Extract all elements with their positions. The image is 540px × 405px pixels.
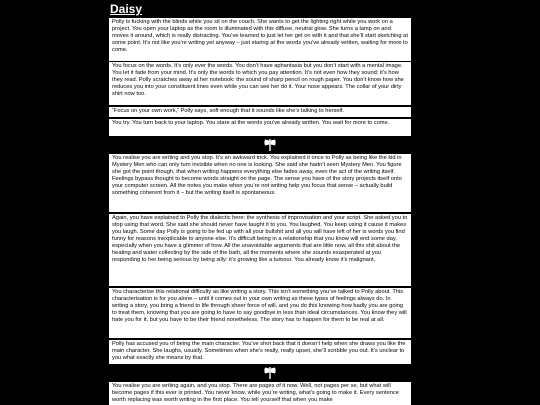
paragraph: Polly has accused you of being the main character. You’ve shot back that it doesn’t help when she draws you like the main character. She laughs, usually. Sometimes when she’s really, really upset, she’ll scribble you out. It’s unclear to you what exactly she means by that.: [112, 341, 406, 362]
paragraph: “Focus on your own work,” Polly says, soft enough that it sounds like she’s talking to herself.: [112, 108, 344, 114]
paragraph: You realise you are writing and you stop. It’s an awkward trick. You explained it once to Polly as being like the kid in Mystery Men who can only turn invisible when no one is looking. She said she hadn’t seen Mystery Men. You figure she got the point though, that when writing happens everything else fades away, even the act of the writing itself. Feelings bypass thought to become words straight on the page. The sense you have of the story projects itself onto your computer screen. All the notes you make when you’re not writing help you focus that sense – actually build something coherent from it – but the writing itself is spontaneous.: [112, 155, 402, 197]
text-block-9: [109, 382, 411, 405]
text-block-6: [109, 214, 411, 286]
text-block-3: [109, 107, 411, 117]
paragraph: Again, you have explained to Polly the dialectic here: the synthesis of improvisation and your script. She asked you to stop using that word. She said she should never have taught it to you. You laughed. You keep using it cause it makes you laugh. Some day Polly is going to be fed up with all your bullshit and all you will have left of her is words you find funny for reasons inexplicable to anyone else. It’s difficult being in a relationship that you know will end some day, especially when you have a glimmer of how. All the unavoidable arguments that are little now, all this shit about the heating and water collecting by the side of the bath, all the moments where she sounds exasperated at you responding to her being serious by being silly: it’s growing like a tumour. You already know it’s malignant.: [112, 215, 408, 264]
text-block-7: [109, 288, 411, 338]
text-block-1: [109, 18, 411, 61]
text-block-2: [109, 62, 411, 105]
paragraph: Polly is fucking with the blinds while you sit on the couch. She wants to get the lighting right while you work on a project. You open your laptop as the room is illuminated with this diffuse, neutral glow. She turns a lamp on and moves it around, which is really distracting. You’ve learned to just let her get on with it and that she’ll start sketching at some point. It’s not like you’re writing yet anyway – just staring at the words you’ve already written, waiting for more to come.: [112, 19, 408, 54]
text-block-8: [109, 340, 411, 364]
axe-separator-icon: [263, 366, 277, 380]
paragraph: You focus on the words. It’s only ever the words. You don’t have aphantasia but you don’t start with a mental image. You let it fade from your mind. It’s only the words to which you pay attention. It’s not even how they sound; it’s how they read. Polly scratches away at her notebook: the sound of sharp pencil on rough paper. You don’t know how she reduces you into your constituent lines even while you can see her do it. Your nose appears. The collar of your dirty shirt now too.: [112, 63, 404, 98]
text-block-5: [109, 154, 411, 212]
paragraph: You characterise this relational difficulty as like writing a story. This isn’t something you’ve talked to Polly about. This characterisation is for you alone – until it comes out in your own writing as these types of feelings always do. In writing a story, you bring a friend to life through sheer force of will, and you do this knowing how badly you are going to treat them, knowing that you are going to have to say goodbye in less than ideal circumstances. You know they will hate you for it, but you have to be their friend nonetheless. The story has to happen for them to be real at all.: [112, 289, 407, 324]
text-block-4: [109, 119, 411, 136]
paragraph: You try. You turn back to your laptop. You stare at the words you’ve already written. You wait for more to come.: [112, 120, 390, 126]
axe-separator-icon: [263, 138, 277, 152]
paragraph: You realise you are writing again, and you stop. There are pages of it now. Well, not pages per se, but what will become pages if this ever is printed. You never know, while you’re writing, what’s going to make it. Every sentence worth replacing was worth writing in the first place. You tell yourself that when you make: [112, 383, 399, 404]
story-title: Daisy: [110, 2, 143, 16]
